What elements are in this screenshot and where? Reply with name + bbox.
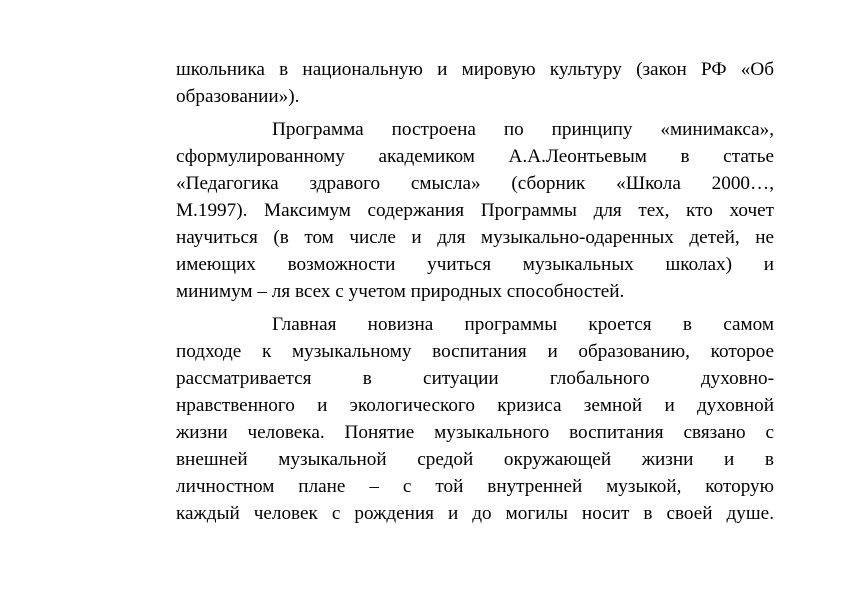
text-line: М.1997). Максимум содержания Программы для тех, кто хочет xyxy=(176,200,774,221)
text-line: личностном плане – с той внутренней музыкой, которую xyxy=(176,476,774,497)
paragraph-1 xyxy=(176,56,774,110)
text-line: рассматривается в ситуации глобального духовно- xyxy=(176,368,774,389)
paragraph-3 xyxy=(176,311,774,527)
text-line: минимум – ля всех с учетом природных способностей. xyxy=(176,281,625,302)
text-line: нравственного и экологического кризиса земной и духовной xyxy=(176,395,774,416)
text-line: образовании»). xyxy=(176,86,300,107)
text-line: «Педагогика здравого смысла» (сборник «Школа 2000…, xyxy=(176,173,774,194)
text-line: подходе к музыкальному воспитания и образованию, которое xyxy=(176,341,774,362)
text-line: сформулированному академиком А.А.Леонтьевым в статье xyxy=(176,146,774,167)
text-line: внешней музыкальной средой окружающей жизни и в xyxy=(176,449,774,470)
paragraph-2 xyxy=(176,116,774,305)
text-line: жизни человека. Понятие музыкального воспитания связано с xyxy=(176,422,774,443)
text-line: имеющих возможности учиться музыкальных школах) и xyxy=(176,254,774,275)
text-line: Программа построена по принципу «минимакса», xyxy=(272,119,774,140)
text-line: научиться (в том числе и для музыкально-одаренных детей, не xyxy=(176,227,774,248)
text-line: каждый человек с рождения и до могилы носит в своей душе. xyxy=(176,503,774,524)
text-line: Главная новизна программы кроется в самом xyxy=(272,314,774,335)
text-line: школьника в национальную и мировую культуру (закон РФ «Об xyxy=(176,59,774,80)
document-text xyxy=(176,56,774,527)
